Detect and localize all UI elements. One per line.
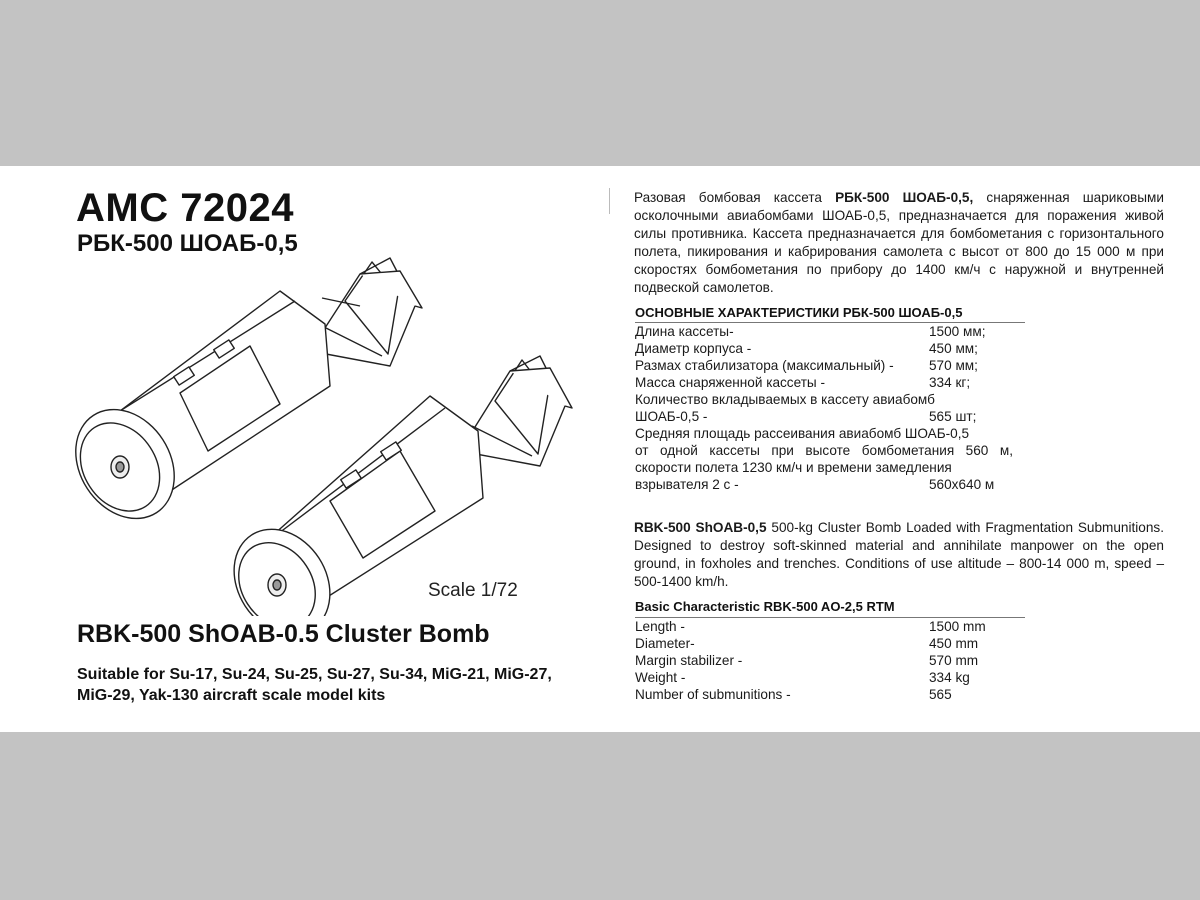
- spec-row: [635, 323, 1025, 340]
- spec-value: 334 kg: [929, 670, 970, 685]
- spec-key: Length -: [635, 619, 685, 634]
- product-code: AMC 72024: [76, 186, 294, 230]
- description-en: [634, 519, 1164, 591]
- spec-row: [635, 408, 1025, 425]
- description-ru-bold: РБК-500 ШОАБ-0,5,: [835, 190, 974, 205]
- specs-en-title: Basic Characteristic RBK-500 AO-2,5 RTM: [635, 599, 895, 614]
- spec-key: Длина кассеты-: [635, 324, 734, 339]
- spec-row-text: [635, 425, 1025, 442]
- specs-en-table: [635, 617, 1025, 703]
- description-ru-body: снаряженная шариковыми осколочными авиабомбами ШОАБ-0,5, предназначается для поражения живой силы противника. Кассета предназначается для бомбометания с горизонтального полета, пикирования и кабрирования самолета с высот от 800 до 15 000 м при скоростях бомбометания по прибору до 1400 км/ч с наружной и внутренней подвеской самолетов.: [634, 190, 1164, 295]
- spec-row: [635, 374, 1025, 391]
- product-subtitle-ru: РБК-500 ШОАБ-0,5: [77, 230, 298, 257]
- spec-text: скорости полета 1230 км/ч и времени замедления: [635, 460, 952, 475]
- column-divider: [609, 188, 610, 214]
- spec-key: Масса снаряженной кассеты -: [635, 375, 826, 390]
- spec-key: Diameter-: [635, 636, 695, 651]
- spec-row: [635, 357, 1025, 374]
- spec-key: ШОАБ-0,5 -: [635, 409, 708, 424]
- specs-ru-title: ОСНОВНЫЕ ХАРАКТЕРИСТИКИ РБК-500 ШОАБ-0,5: [635, 305, 963, 320]
- spec-row-text: [635, 459, 1025, 476]
- spec-key: Margin stabilizer -: [635, 653, 743, 668]
- spec-value: 450 мм;: [929, 341, 978, 356]
- spec-value: 570 mm: [929, 653, 979, 668]
- spec-value: 565 шт;: [929, 409, 977, 424]
- spec-value: 334 кг;: [929, 375, 971, 390]
- spec-value: 450 mm: [929, 636, 979, 651]
- spec-row-text: [635, 442, 1025, 459]
- spec-row: [635, 652, 1025, 669]
- description-en-bold: RBK-500 ShOAB-0,5: [634, 520, 767, 535]
- spec-value: 570 мм;: [929, 358, 978, 373]
- spec-value: 1500 мм;: [929, 324, 986, 339]
- spec-row: [635, 340, 1025, 357]
- spec-key: Диаметр корпуса -: [635, 341, 752, 356]
- spec-text: Количество вкладываемых в кассету авиабомб: [635, 392, 935, 407]
- compatibility-note: [77, 664, 587, 706]
- spec-row: [635, 669, 1025, 686]
- spec-text: Средняя площадь рассеивания авиабомб ШОАБ-0,5: [635, 426, 970, 441]
- spec-key: Размах стабилизатора (максимальный) -: [635, 358, 894, 373]
- spec-row: [635, 476, 1025, 493]
- spec-value: 565: [929, 687, 952, 702]
- product-title-en: RBK-500 ShOAB-0.5 Cluster Bomb: [77, 620, 490, 648]
- spec-value: 560х640 м: [929, 477, 995, 492]
- description-ru: [634, 189, 1164, 297]
- spec-key: взрывателя 2 с -: [635, 477, 739, 492]
- specs-ru-table: [635, 322, 1025, 493]
- spec-key: Weight -: [635, 670, 686, 685]
- spec-text: от одной кассеты при высоте бомбометания 560 м,: [635, 443, 1013, 458]
- description-ru-lead: Разовая бомбовая кассета: [634, 190, 836, 205]
- spec-row: [635, 635, 1025, 652]
- spec-value: 1500 mm: [929, 619, 986, 634]
- spec-key: Number of submunitions -: [635, 687, 791, 702]
- spec-row-text: [635, 391, 1025, 408]
- spec-row: [635, 686, 1025, 703]
- compatibility-line-2: MiG-29, Yak-130 aircraft scale model kits: [77, 687, 386, 704]
- compatibility-line-1: Suitable for Su-17, Su-24, Su-25, Su-27, Su-34, MiG-21, MiG-27,: [77, 666, 552, 683]
- bomb-line-drawing: [60, 246, 600, 616]
- instruction-sheet: [0, 166, 1200, 732]
- description-en-body: 500-kg Cluster Bomb Loaded with Fragmentation Submunitions. Designed to destroy soft-skinned material and annihilate manpower on the open ground, in foxholes and trenches. Conditions of use altitude – 800-14 000 m, speed – 500-1400 km/h.: [634, 520, 1165, 589]
- scale-label: Scale 1/72: [428, 580, 518, 601]
- spec-row: [635, 618, 1025, 635]
